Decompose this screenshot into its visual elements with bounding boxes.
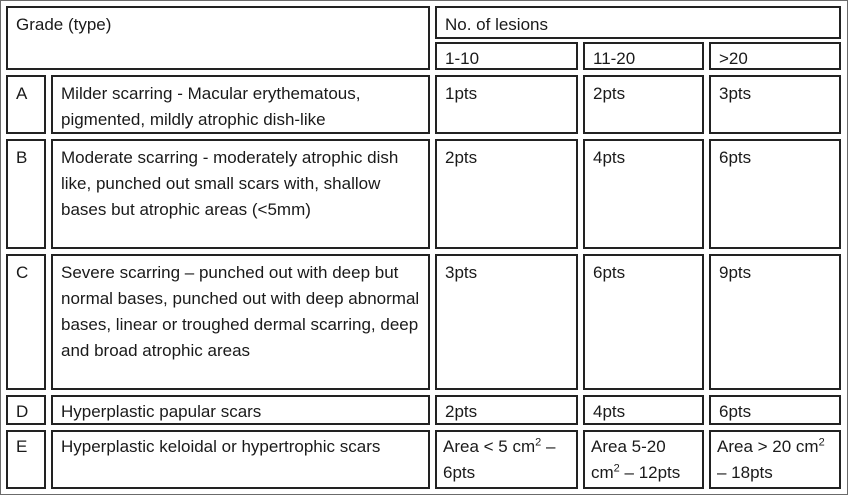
score-text: – 6pts — [443, 437, 556, 482]
score-cell-a-over-20 — [709, 75, 841, 134]
scar-description: Hyperplastic keloidal or hypertrophic scars — [61, 437, 381, 456]
description-cell-d — [51, 395, 430, 425]
description-cell-b — [51, 139, 430, 249]
score-value: 2pts — [445, 148, 478, 167]
score-cell-c-11-20 — [583, 254, 704, 390]
score-value: 6pts — [593, 263, 626, 282]
area-text: Area 5-20 cm — [591, 437, 666, 482]
scar-description: Hyperplastic papular scars — [61, 402, 262, 421]
scar-description: Milder scarring - Macular erythematous, pigmented, mildly atrophic dish-like — [61, 84, 361, 129]
grade-cell-b — [6, 139, 46, 249]
score-value: 6pts — [719, 402, 752, 421]
header-lesions-label: No. of lesions — [445, 15, 548, 34]
grade-letter: B — [16, 148, 28, 167]
header-no-of-lesions — [435, 6, 841, 39]
score-cell-b-over-20 — [709, 139, 841, 249]
scar-description: Severe scarring – punched out with deep but normal bases, punched out with deep abnormal bases, linear or troughed dermal scarring, deep and broad atrophic areas — [61, 263, 420, 360]
score-value: 9pts — [719, 263, 752, 282]
score-cell-d-over-20 — [709, 395, 841, 425]
grade-letter: C — [16, 263, 29, 282]
header-range-11-20 — [583, 42, 704, 70]
score-cell-b-1-10 — [435, 139, 578, 249]
superscript-2: 2 — [613, 462, 620, 475]
score-cell-d-11-20 — [583, 395, 704, 425]
score-cell-a-1-10 — [435, 75, 578, 134]
score-value: 3pts — [719, 84, 752, 103]
header-grade-label: Grade (type) — [16, 15, 112, 34]
score-cell-c-over-20 — [709, 254, 841, 390]
score-cell-a-11-20 — [583, 75, 704, 134]
header-grade-type — [6, 6, 430, 70]
description-cell-e — [51, 430, 430, 489]
header-range-over-20 — [709, 42, 841, 70]
grade-letter: A — [16, 84, 28, 103]
score-value: 3pts — [445, 263, 478, 282]
score-cell-b-11-20 — [583, 139, 704, 249]
score-value: 2pts — [445, 402, 478, 421]
score-text: – 18pts — [717, 463, 773, 482]
superscript-2: 2 — [535, 436, 542, 449]
area-text: Area > 20 cm — [717, 437, 819, 456]
superscript-2: 2 — [818, 436, 825, 449]
grade-cell-e — [6, 430, 46, 489]
description-cell-a — [51, 75, 430, 134]
score-value: 1pts — [445, 84, 478, 103]
score-value: 4pts — [593, 148, 626, 167]
grade-letter: D — [16, 402, 29, 421]
score-cell-c-1-10 — [435, 254, 578, 390]
grade-letter: E — [16, 437, 28, 456]
grade-cell-a — [6, 75, 46, 134]
score-cell-e-over-20 — [709, 430, 841, 489]
score-cell-e-1-10 — [435, 430, 578, 489]
score-value: 2pts — [593, 84, 626, 103]
description-cell-c — [51, 254, 430, 390]
score-value: 6pts — [719, 148, 752, 167]
range-label: >20 — [719, 49, 748, 68]
range-label: 1-10 — [445, 49, 480, 68]
header-range-1-10 — [435, 42, 578, 70]
score-cell-d-1-10 — [435, 395, 578, 425]
score-text: – 12pts — [619, 463, 681, 482]
score-cell-e-11-20 — [583, 430, 704, 489]
score-value: 4pts — [593, 402, 626, 421]
scar-description: Moderate scarring - moderately atrophic dish like, punched out small scars with, shallow bases but atrophic areas (<5mm) — [61, 148, 399, 219]
area-text: Area < 5 cm — [443, 437, 536, 456]
grade-cell-c — [6, 254, 46, 390]
grade-cell-d — [6, 395, 46, 425]
range-label: 11-20 — [593, 49, 636, 68]
